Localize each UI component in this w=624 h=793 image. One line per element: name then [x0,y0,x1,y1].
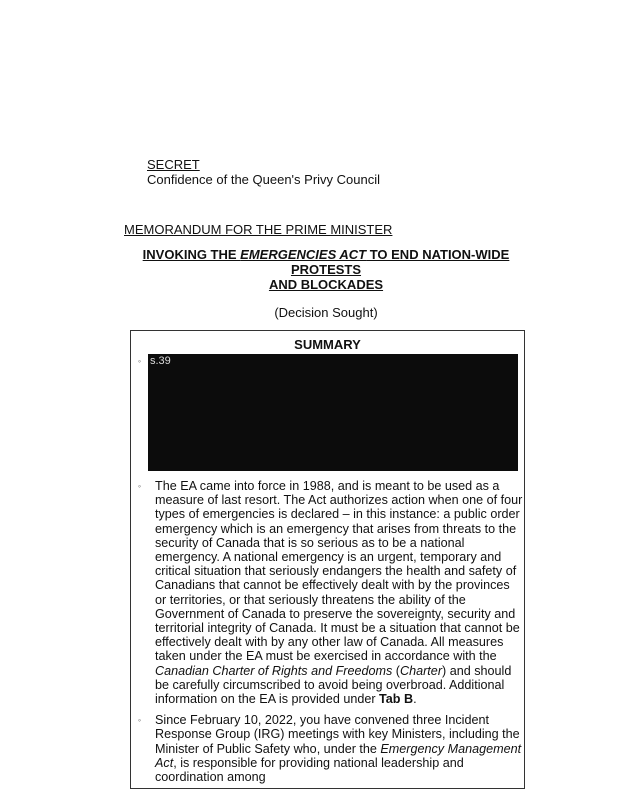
summary-paragraph-ea: The EA came into force in 1988, and is meant to be used as a measure of last resort. The Act authorizes action when one of four types of emergencies is declared – in this instance: a public order emergency which is an emergency that arises from threats to the security of Canada that is so serious as to be a national emergency. A national emergency is an urgent, temporary and critical situation that seriously endangers the health and safety of Canadians that cannot be effectively dealt with by the provinces or territories, or that seriously threatens the ability of the Government of Canada to preserve the sovereignty, security and territorial integrity of Canada. It must be a situation that cannot be effectively dealt with by any other law of Canada. All measures taken under the EA must be exercised in accordance with the Canadian Charter of Rights and Freedoms (Charter) and should be carefully circumscribed to avoid being overbroad. Additional information on the EA is provided under Tab B. [155,479,523,707]
bullet-icon: ◦ [137,481,142,491]
bullet-icon: ◦ [137,715,142,726]
document-title: INVOKING THE EMERGENCIES ACT TO END NATION-WIDE PROTESTS AND BLOCKADES [142,247,510,292]
memo-heading: MEMORANDUM FOR THE PRIME MINISTER [124,222,393,237]
subtitle: (Decision Sought) [274,305,378,320]
classification-label: SECRET [147,157,200,172]
redaction-block [148,354,518,471]
memo-page [124,157,528,789]
summary-paragraph-irg: Since February 10, 2022, you have convened three Incident Response Group (IRG) meetings with key Ministers, including the Minister of Public Safety who, under the Emergency Management Act, is responsible for providing national leadership and coordination among [155,713,522,785]
summary-item-irg [131,713,524,784]
summary-item-redacted [131,354,524,471]
summary-box [130,330,525,789]
confidence-label: Confidence of the Queen's Privy Council [147,172,380,187]
summary-item-ea [131,479,524,706]
summary-heading: SUMMARY [294,337,361,352]
bullet-icon: ◦ [137,356,142,366]
redaction-label: s.39 [150,355,171,367]
